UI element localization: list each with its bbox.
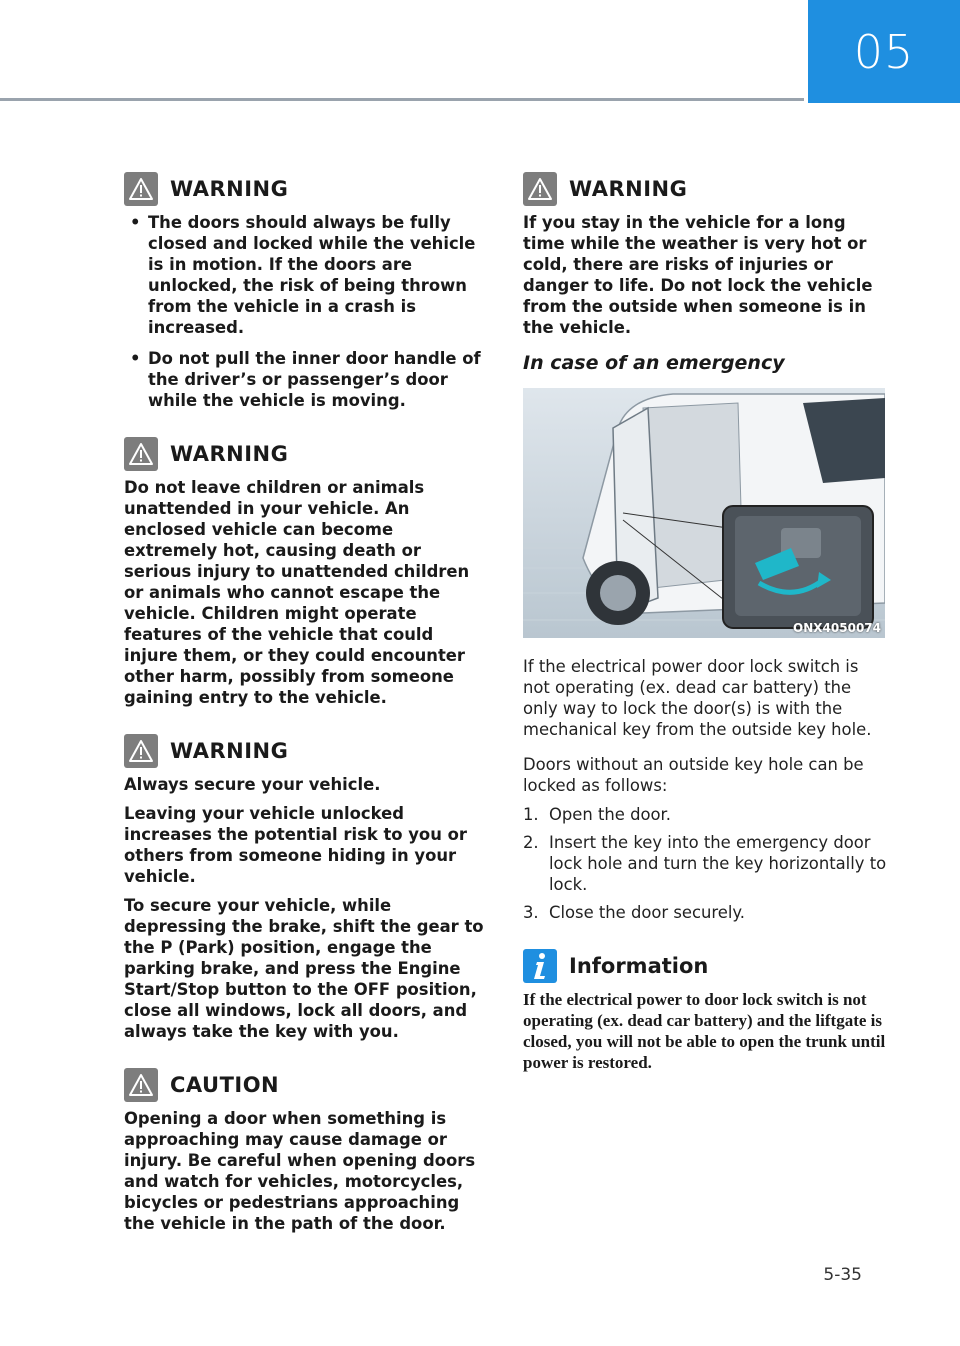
warning-label: WARNING — [170, 739, 289, 763]
warning-text: If you stay in the vehicle for a long time while the weather is very hot or cold, there are risks of injuries or danger to life. Do not lock the vehicle from the outside when someone is in the vehicle. — [523, 213, 873, 337]
warning-triangle-icon — [523, 172, 557, 206]
warning-text: Leaving your vehicle unlocked increases the potential risk to you or others from someone hiding in your vehicle. — [124, 804, 467, 886]
information-box — [523, 949, 887, 1073]
information-text: If the electrical power to door lock switch is not operating (ex. dead car battery) and the liftgate is closed, you will not be able to open the trunk until power is restored. — [523, 990, 886, 1072]
warning-triangle-icon — [124, 437, 158, 471]
warning-label: WARNING — [569, 177, 688, 201]
information-title — [523, 949, 887, 983]
page-number: 5-35 — [823, 1265, 862, 1285]
caution-label: CAUTION — [170, 1073, 280, 1097]
right-column — [523, 172, 887, 1081]
caution-text: Opening a door when something is approaching may cause damage or injury. Be careful when opening doors and watch for vehicles, motorcycles, bicycles or pedestrians approaching the vehicle in the path of the door. — [124, 1109, 476, 1233]
warning-label: WARNING — [170, 177, 289, 201]
warning-triangle-icon — [124, 734, 158, 768]
warning-title — [124, 437, 490, 471]
warning-box-occupant — [523, 172, 887, 338]
caution-title — [124, 1068, 490, 1102]
warning-box-children — [124, 437, 490, 708]
warning-bullets — [124, 212, 490, 411]
list-item: 1. Open the door. — [523, 805, 672, 824]
warning-box-door-lock — [124, 172, 490, 411]
warning-text: To secure your vehicle, while depressing the brake, shift the gear to the P (Park) position, engage the parking brake, and press the Engine Start/Stop button to the OFF position, close all windows, lock all doors, and always take the key with you. — [124, 896, 484, 1041]
warning-box-secure — [124, 734, 490, 1042]
warning-triangle-icon — [124, 172, 158, 206]
list-item: 2. Insert the key into the emergency door lock hole and turn the key horizontally to lock. — [523, 833, 887, 894]
caution-triangle-icon — [124, 1068, 158, 1102]
information-label: Information — [569, 954, 709, 978]
emergency-lock-illustration — [523, 388, 885, 638]
warning-text: Always secure your vehicle. — [124, 775, 381, 794]
body-paragraph: Doors without an outside key hole can be locked as follows: — [523, 755, 864, 795]
list-item: • The doors should always be fully closed and locked while the vehicle is in motion. If the doors are unlocked, the risk of being thrown from the vehicle in a crash is increased. — [124, 212, 490, 338]
warning-title — [523, 172, 887, 206]
caution-box — [124, 1068, 490, 1234]
steps-list — [523, 804, 887, 923]
warning-title — [124, 172, 490, 206]
body-paragraph: If the electrical power door lock switch is not operating (ex. dead car battery) the only way to lock the door(s) is with the mechanical key from the outside key hole. — [523, 657, 872, 739]
warning-title — [124, 734, 490, 768]
figure-code: ONX4050074 — [793, 621, 881, 635]
header-rule — [0, 98, 804, 101]
chapter-tab: 05 — [808, 0, 960, 103]
section-heading: In case of an emergency — [523, 352, 785, 374]
warning-text: Do not leave children or animals unattended in your vehicle. An enclosed vehicle can become extremely hot, causing death or serious injury to unattended children or animals who cannot escape the vehicle. Children might operate features of the vehicle that could injure them, or they could encounter other harm, possibly from someone gaining entry to the vehicle. — [124, 478, 470, 707]
left-column — [124, 172, 490, 1260]
list-item: • Do not pull the inner door handle of the driver’s or passenger’s door while the vehicle is moving. — [124, 348, 490, 411]
warning-label: WARNING — [170, 442, 289, 466]
list-item: 3. Close the door securely. — [523, 903, 745, 922]
info-icon — [523, 949, 557, 983]
